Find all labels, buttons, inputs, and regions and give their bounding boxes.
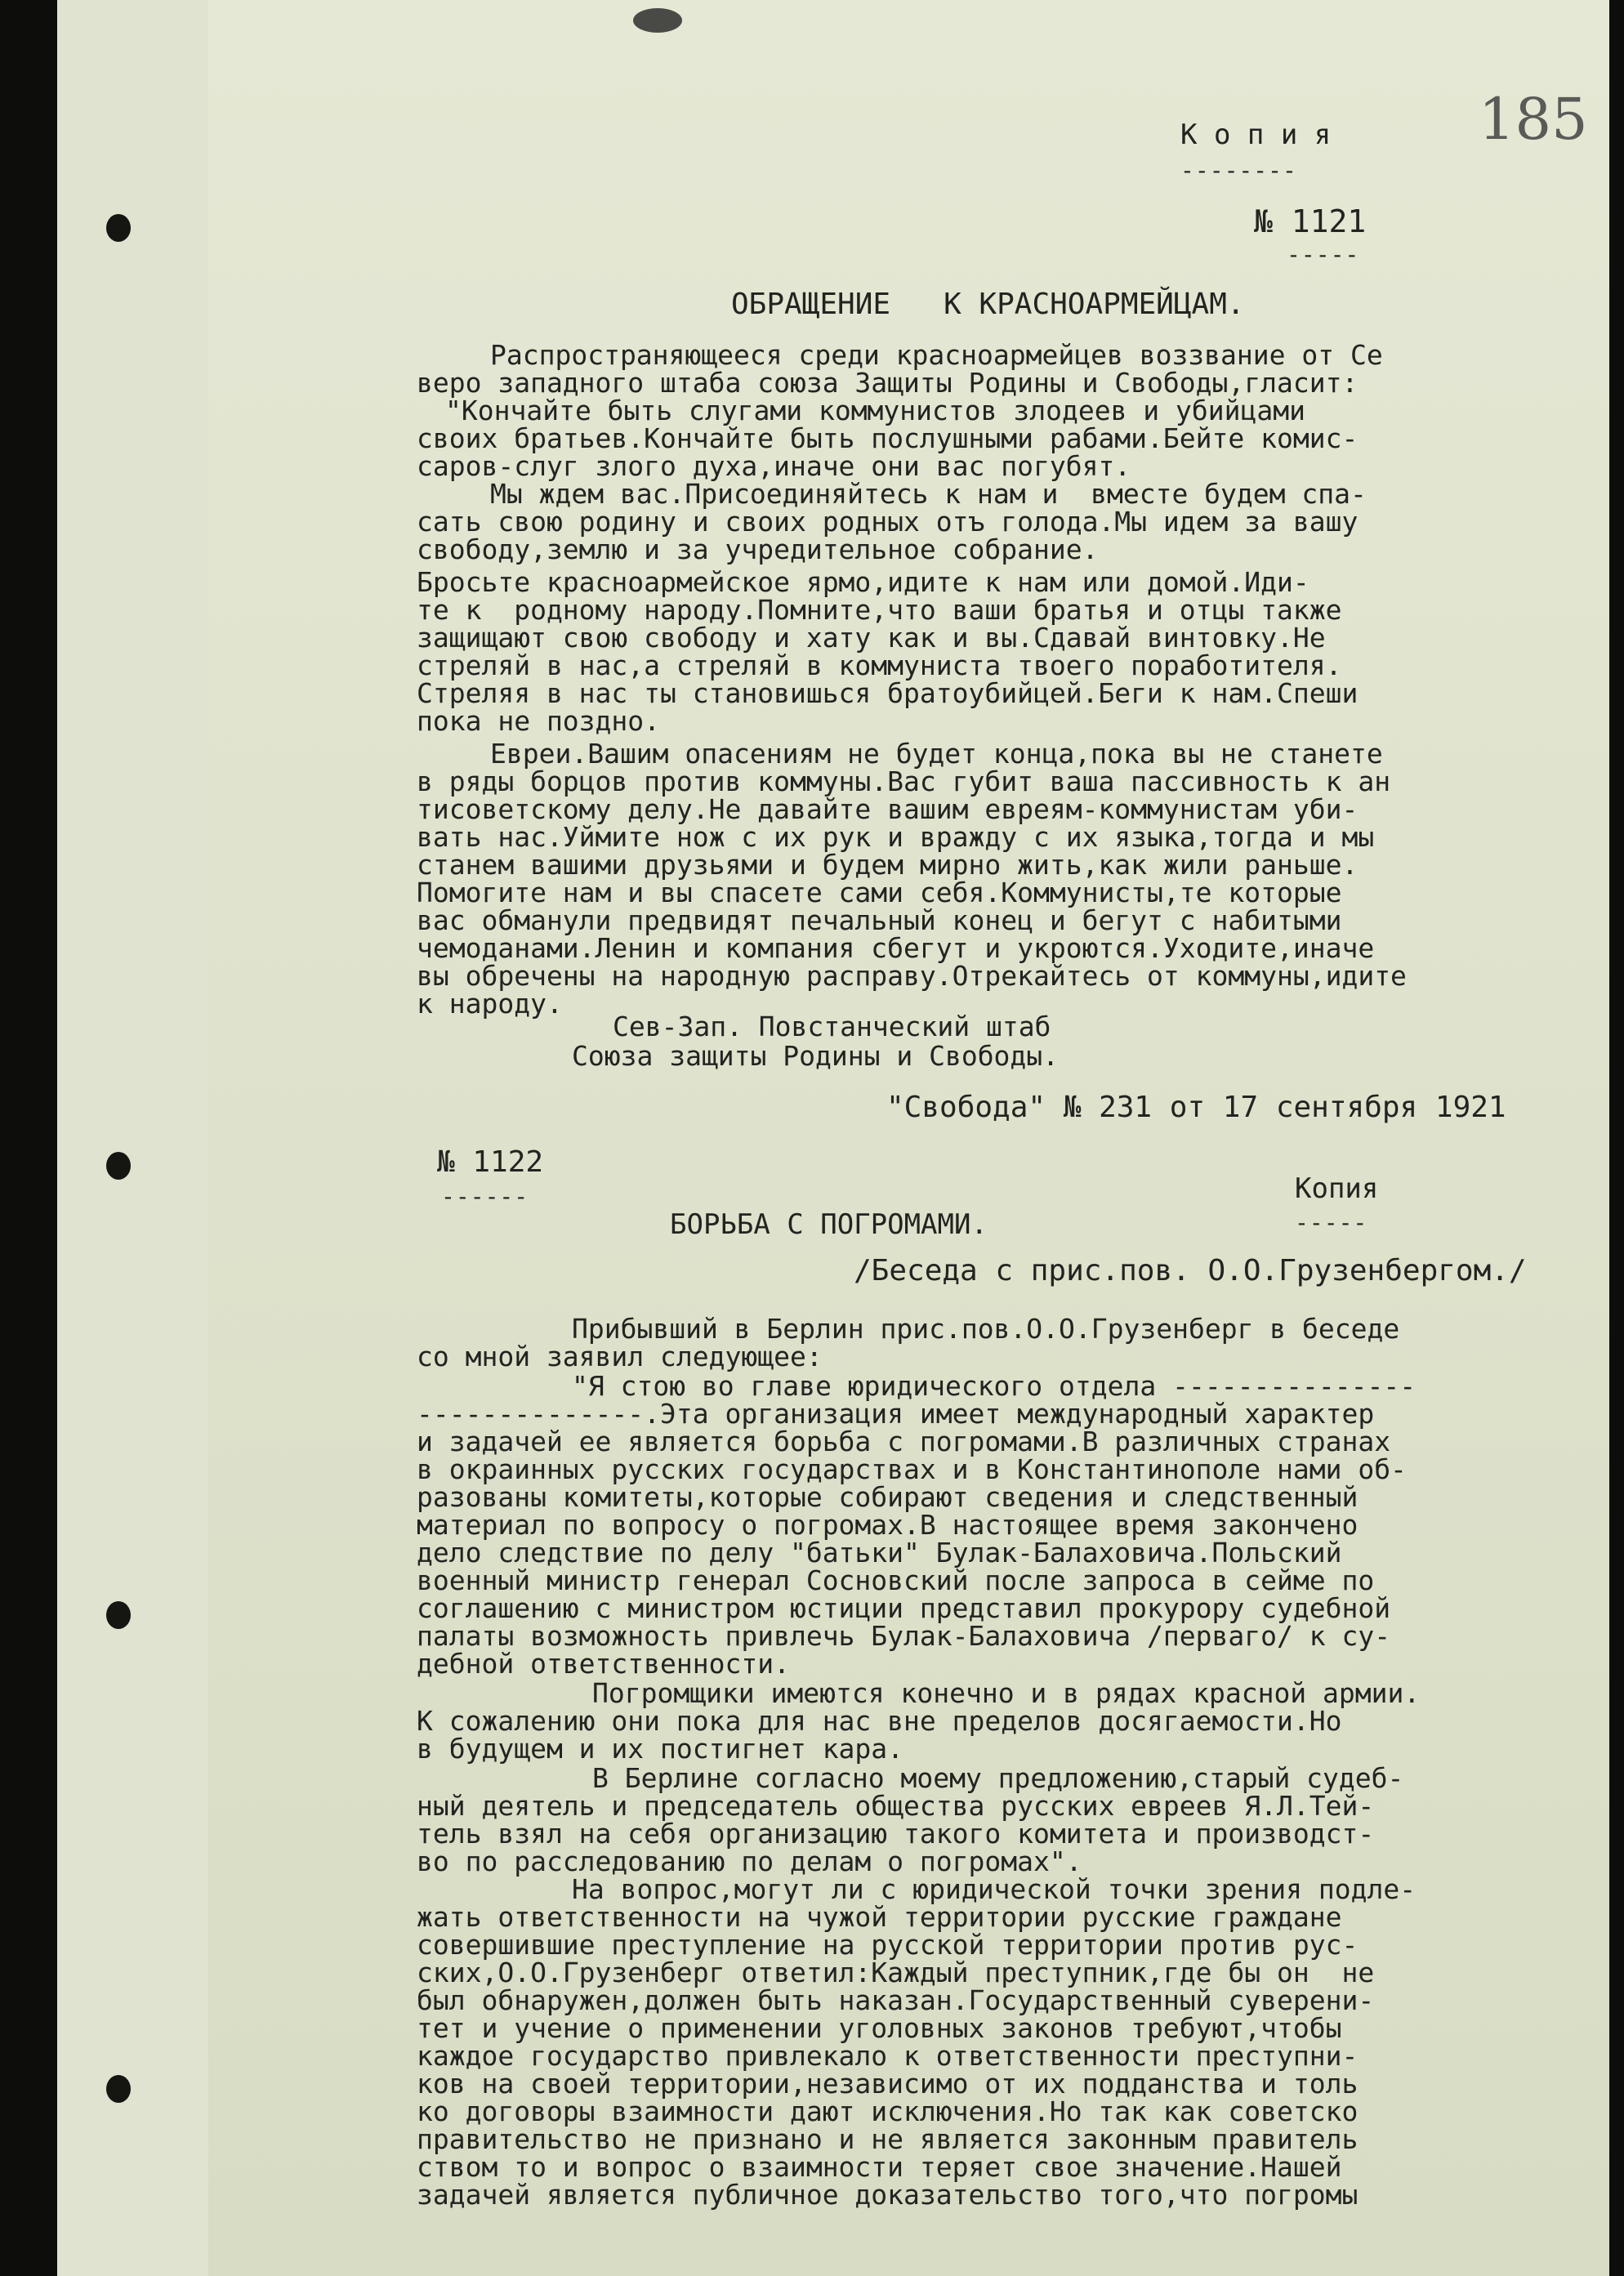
text-line: жать ответственности на чужой территории русские граждане	[417, 1901, 1342, 1933]
text-line: совершившие преступление на русской территории против рус-	[417, 1929, 1359, 1961]
text-line: в будущем и их постигнет кара.	[417, 1733, 904, 1765]
text-line: Распространяющееся среди красноармейцев воззвание от Се	[490, 339, 1383, 371]
document-title: БОРЬБА С ПОГРОМАМИ.	[670, 1208, 988, 1241]
document-subtitle: /Беседа с прис.пов. О.О.Грузенбергом./	[854, 1254, 1527, 1288]
divider: ------	[441, 1183, 529, 1210]
text-line: Мы ждем вас.Присоединяйтесь к нам и вместе будем спа-	[490, 478, 1367, 510]
text-line: вы обречены на народную расправу.Отрекайтесь от коммуны,идите	[417, 960, 1407, 992]
text-line: тисоветскому делу.Не давайте вашим евреям-коммунистам уби-	[417, 793, 1359, 825]
text-line: саров-слуг злого духа,иначе они вас погубят.	[417, 450, 1131, 482]
text-line: военный министр генерал Сосновский после запроса в сейме по	[417, 1564, 1375, 1596]
text-line: вать нас.Уймите нож с их рук и вражду с их языка,тогда и мы	[417, 821, 1375, 853]
text-line: ков на своей территории,независимо от их подданства и толь	[417, 2068, 1359, 2100]
text-line: --------------.Эта организация имеет международный характер	[417, 1398, 1375, 1430]
binding-hole	[106, 1152, 131, 1180]
text-line: свободу,землю и за учредительное собрание.	[417, 533, 1099, 565]
text-line: Стреляя в нас ты становишься братоубийцей.Беги к нам.Спеши	[417, 677, 1359, 709]
text-line: правительство не признано и не является законным правитель	[417, 2123, 1359, 2155]
text-line: тет и учение о применении уголовных законов требуют,чтобы	[417, 2012, 1342, 2044]
text-line: дебной ответственности.	[417, 1648, 790, 1680]
text-line: ских,О.О.Грузенберг ответил:Каждый преступник,где бы он не	[417, 1957, 1375, 1988]
text-line: ный деятель и председатель общества русских евреев Я.Л.Тей-	[417, 1790, 1375, 1822]
copy-label: К о п и я	[1180, 118, 1332, 151]
text-line: В Берлине согласно моему предложению,старый судеб-	[592, 1762, 1404, 1794]
text-line: защищают свою свободу и хату как и вы.Сдавай винтовку.Не	[417, 622, 1326, 654]
text-line: вас обманули предвидят печальный конец и бегут с набитыми	[417, 904, 1342, 936]
binding-hole	[106, 214, 131, 242]
text-line: веро западного штаба союза Защиты Родины и Свободы,гласит:	[417, 367, 1359, 399]
text-line: своих братьев.Кончайте быть послушными рабами.Бейте комис-	[417, 422, 1359, 454]
text-line: пока не поздно.	[417, 705, 661, 737]
divider: -----	[1287, 241, 1360, 268]
text-line: Евреи.Вашим опасениям не будет конца,пока вы не станете	[490, 738, 1383, 770]
document-number: № 1122	[437, 1145, 544, 1179]
archive-page-number: 185	[1479, 86, 1588, 153]
text-line: палаты возможность привлечь Булак-Балаховича /перваго/ к су-	[417, 1620, 1391, 1652]
divider: -----	[1295, 1209, 1368, 1236]
text-line: в окраинных русских государствах и в Константинополе нами об-	[417, 1453, 1407, 1485]
text-line: Бросьте красноармейское ярмо,идите к нам или домой.Иди-	[417, 566, 1309, 598]
text-line: чемоданами.Ленин и компания сбегут и укроются.Уходите,иначе	[417, 932, 1375, 964]
text-line: разованы комитеты,которые собирают сведения и следственный	[417, 1481, 1359, 1513]
text-line: станем вашими друзьями и будем мирно жить,как жили раньше.	[417, 849, 1359, 881]
signature-line: Союза защиты Родины и Свободы.	[572, 1040, 1060, 1072]
text-line: ко договоры взаимности дают исключения.Но так как советско	[417, 2095, 1359, 2127]
ink-blot	[633, 8, 682, 33]
text-line: ством то и вопрос о взаимности теряет свое значение.Нашей	[417, 2151, 1342, 2183]
text-line: стреляй в нас,а стреляй в коммуниста твоего поработителя.	[417, 649, 1342, 681]
text-line: сать свою родину и своих родных отъ голода.Мы идем за вашу	[417, 506, 1359, 538]
signature-line: Сев-Зап. Повстанческий штаб	[613, 1011, 1051, 1042]
binding-hole	[106, 1601, 131, 1629]
text-line: во по расследованию по делам о погромах".	[417, 1845, 1082, 1877]
text-line: соглашению с министром юстиции представил прокурору судебной	[417, 1592, 1391, 1624]
document-number: № 1121	[1254, 203, 1367, 239]
text-line: На вопрос,могут ли с юридической точки зрения подле-	[572, 1873, 1417, 1905]
text-line: К сожалению они пока для нас вне пределов досягаемости.Но	[417, 1705, 1342, 1737]
text-line: и задачей ее является борьба с погромами.В различных странах	[417, 1426, 1391, 1457]
text-line: задачей является публичное доказательство того,что погромы	[417, 2179, 1359, 2211]
text-line: Помогите нам и вы спасете сами себя.Коммунисты,те которые	[417, 877, 1342, 908]
text-line: дело следствие по делу "батьки" Булак-Балаховича.Польский	[417, 1537, 1342, 1569]
binding-margin	[57, 0, 221, 2276]
text-line: материал по вопросу о погромах.В настоящее время закончено	[417, 1509, 1359, 1541]
text-line: со мной заявил следующее:	[417, 1341, 823, 1372]
text-line: "Кончайте быть слугами коммунистов злодеев и убийцами	[445, 395, 1305, 426]
copy-label: Копия	[1295, 1172, 1379, 1205]
text-line: был обнаружен,должен быть наказан.Государственный суверени-	[417, 1984, 1375, 2016]
text-line: Погромщики имеются конечно и в рядах красной армии.	[592, 1677, 1421, 1709]
source-citation: "Свобода" № 231 от 17 сентября 1921	[886, 1091, 1506, 1124]
text-line: каждое государство привлекало к ответственности преступни-	[417, 2040, 1359, 2072]
text-line: в ряды борцов против коммуны.Вас губит ваша пассивность к ан	[417, 765, 1391, 797]
text-line: "Я стою во главе юридического отдела ---------------	[572, 1370, 1417, 1402]
binding-hole	[106, 2075, 131, 2103]
text-line: тель взял на себя организацию такого комитета и производст-	[417, 1818, 1375, 1850]
text-line: Прибывший в Берлин прис.пов.О.О.Грузенберг в беседе	[572, 1313, 1400, 1345]
document-title: ОБРАЩЕНИЕ К КРАСНОАРМЕЙЦАМ.	[731, 288, 1245, 321]
document-page	[208, 0, 1609, 2276]
divider: --------	[1180, 157, 1297, 184]
text-line: к народу.	[417, 988, 563, 1020]
text-line: те к родному народу.Помните,что ваши братья и отцы также	[417, 594, 1342, 626]
